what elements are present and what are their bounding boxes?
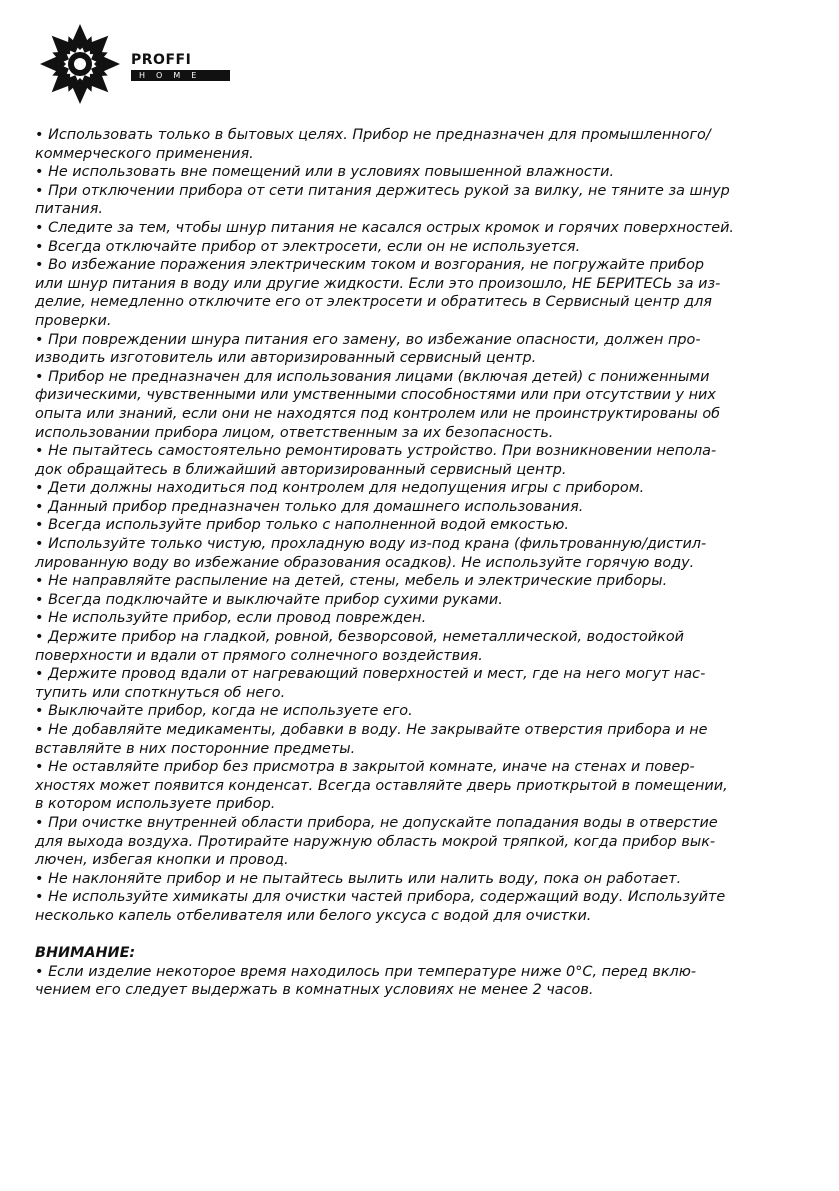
text-line: вставляйте в них посторонние предметы. <box>35 740 356 757</box>
text-line: • Во избежание поражения электрическим током и возгорания, не погружайте прибор <box>35 257 705 274</box>
text-line: делие, немедленно отключите его от электросети и обратитесь в Сервисный центр для <box>35 294 712 311</box>
text-line: хностях может появится конденсат. Всегда оставляйте дверь приоткрытой в помещении, <box>35 777 728 794</box>
warning-title: ВНИМАНИЕ: <box>35 944 136 961</box>
text-line: проверки. <box>35 312 112 329</box>
safety-rules-list <box>35 126 827 926</box>
text-line: тупить или споткнуться об него. <box>35 684 286 701</box>
text-line: лючен, избегая кнопки и провод. <box>35 852 289 869</box>
text-line: для выхода воздуха. Протирайте наружную область мокрой тряпкой, когда прибор вык- <box>35 833 716 850</box>
text-line: лированную воду во избежание образования осадков). Не используйте горячую воду. <box>35 554 695 571</box>
text-line: • Держите прибор на гладкой, ровной, безворсовой, неметаллической, водостойкой <box>35 629 684 646</box>
warning-line: • Если изделие некоторое время находилось при температуре ниже 0°С, перед вклю- <box>35 963 697 980</box>
text-line: изводить изготовитель или авторизированный сервисный центр. <box>35 350 537 367</box>
brand-subname: HOME <box>131 70 230 81</box>
text-line: • Не добавляйте медикаменты, добавки в воду. Не закрывайте отверстия прибора и не <box>35 722 708 738</box>
text-line: • Следите за тем, чтобы шнур питания не касался острых кромок и горячих поверхностей. <box>35 219 734 236</box>
text-line: • Выключайте прибор, когда не используете его. <box>35 703 413 720</box>
text-line: • Прибор не предназначен для использования лицами (включая детей) с пониженными <box>35 368 710 385</box>
text-line: • Не используйте химикаты для очистки частей прибора, содержащий воду. Используйте <box>35 889 726 906</box>
text-line: • При очистке внутренней области прибора, не допускайте попадания воды в отверстие <box>35 814 718 831</box>
header <box>38 22 298 102</box>
text-line: • Не оставляйте прибор без присмотра в закрытой комнате, иначе на стенах и повер- <box>35 759 695 776</box>
text-line: опыта или знаний, если они не находятся под контролем или не проинструктированы об <box>35 405 721 422</box>
text-line: • Держите провод вдали от нагревающий поверхностей и мест, где на него могут нас- <box>35 666 706 683</box>
text-line: • Не используйте прибор, если провод поврежден. <box>35 610 427 627</box>
text-line: • При отключении прибора от сети питания держитесь рукой за вилку, не тяните за шнур <box>35 182 730 199</box>
text-line: • Всегда отключайте прибор от электросети, если он не используется. <box>35 238 581 255</box>
text-line: • Данный прибор предназначен только для домашнего использования. <box>35 498 584 515</box>
text-line: • Использовать только в бытовых целях. Прибор не предназначен для промышленного/ <box>35 127 711 143</box>
text-line: использовании прибора лицом, ответственным за их безопасность. <box>35 424 554 441</box>
text-line: • Не использовать вне помещений или в условиях повышенной влажности. <box>35 164 615 181</box>
text-line: коммерческого применения. <box>35 145 254 162</box>
text-line: поверхности и вдали от прямого солнечного воздействия. <box>35 647 483 664</box>
brand-logo-text <box>131 53 267 81</box>
text-line: физическими, чувственными или умственными способностями или при отсутствии у них <box>35 387 716 404</box>
text-line: или шнур питания в воду или другие жидкости. Если это произошло, НЕ БЕРИТЕСЬ за из- <box>35 275 721 292</box>
text-line: • При повреждении шнура питания его замену, во избежание опасности, должен про- <box>35 331 701 348</box>
text-line: • Всегда используйте прибор только с наполненной водой емкостью. <box>35 517 569 534</box>
text-line: • Всегда подключайте и выключайте прибор сухими руками. <box>35 591 503 608</box>
instructions-text <box>35 126 827 1000</box>
brand-name: PROFFI <box>131 52 192 68</box>
text-line: • Дети должны находиться под контролем для недопущения игры с прибором. <box>35 480 645 497</box>
text-line: док обращайтесь в ближайший авторизированный сервисный центр. <box>35 461 567 478</box>
text-line: несколько капель отбеливателя или белого уксуса с водой для очистки. <box>35 907 592 924</box>
text-line: • Не пытайтесь самостоятельно ремонтировать устройство. При возникновении непола- <box>35 443 717 460</box>
sun-flower-logo-icon <box>38 22 122 106</box>
text-line: • Не направляйте распыление на детей, стены, мебель и электрические приборы. <box>35 573 668 590</box>
text-line: в котором используете прибор. <box>35 796 276 813</box>
text-line: • Используйте только чистую, прохладную воду из-под крана (фильтрованную/дистил- <box>35 536 707 553</box>
warning-block <box>35 944 827 1000</box>
warning-line: чением его следует выдержать в комнатных условиях не менее 2 часов. <box>35 982 594 999</box>
text-line: питания. <box>35 201 103 218</box>
text-line: • Не наклоняйте прибор и не пытайтесь вылить или налить воду, пока он работает. <box>35 870 682 887</box>
warning-text <box>35 963 827 1000</box>
